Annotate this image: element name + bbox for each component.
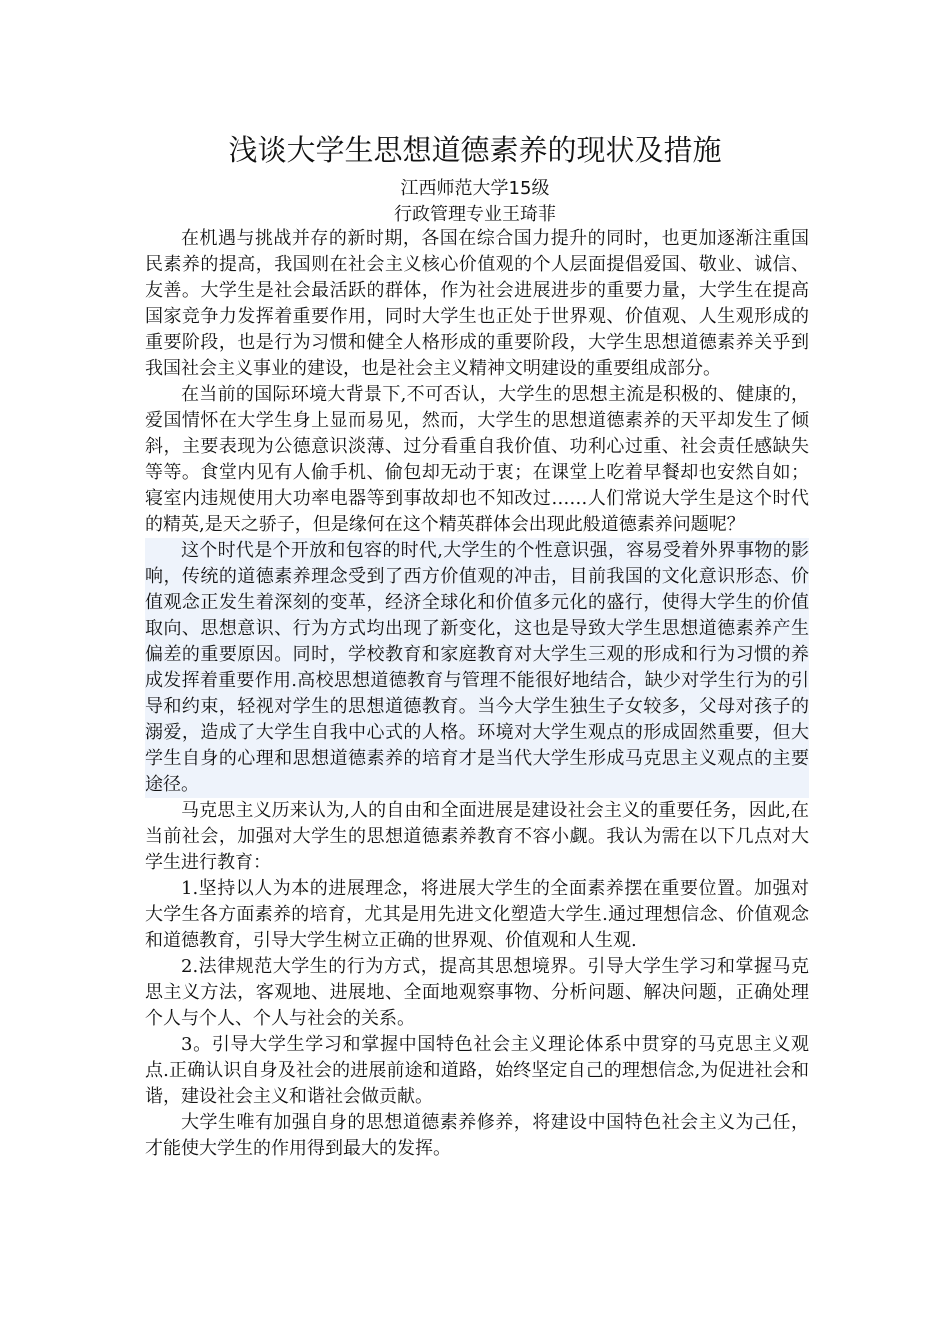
paragraph-intro: 在机遇与挑战并存的新时期，各国在综合国力提升的同时，也更加逐渐注重国民素养的提高，我国则在社会主义核心价值观的个人层面提倡爱国、敬业、诚信、友善。大学生是社会最活跃的群体，作为社会进展进步的重要力量，大学生在提高国家竞争力发挥着重要作用，同时大学生也正处于世界观、价值观、人生观形成的重要阶段，也是行为习惯和健全人格形成的重要阶段，大学生思想道德素养关乎到我国社会主义事业的建设，也是社会主义精神文明建设的重要组成部分。 [145,228,809,379]
author-line: 行政管理专业王琦菲 [394,204,556,225]
document-title: 浅谈大学生思想道德素养的现状及措施 [228,133,722,167]
paragraph-conclusion: 大学生唯有加强自身的思想道德素养修养，将建设中国特色社会主义为己任，才能使大学生的作用得到最大的发挥。 [145,1112,809,1159]
paragraph-measure-3: 3。引导大学生学习和掌握中国特色社会主义理论体系中贯穿的马克思主义观点.正确认识自身及社会的进展前途和道路，始终坚定自己的理想信念,为促进社会和谐，建设社会主义和谐社会做贡献。 [145,1034,809,1107]
paragraph-current-state: 在当前的国际环境大背景下,不可否认，大学生的思想主流是积极的、健康的，爱国情怀在大学生身上显而易见，然而，大学生的思想道德素养的天平却发生了倾斜，主要表现为公德意识淡薄、过分看重自我价值、功利心过重、社会责任感缺失等等。食堂内见有人偷手机、偷包却无动于衷；在课堂上吃着早餐却也安然自如；寝室内违规使用大功率电器等到事故却也不知改过……人们常说大学生是这个时代的精英,是天之骄子，但是缘何在这个精英群体会出现此般道德素养问题呢？ [145,384,809,535]
document-body [145,226,809,1162]
paragraph-measure-1: 1.坚持以人为本的进展理念，将进展大学生的全面素养摆在重要位置。加强对大学生各方面素养的培育，尤其是用先进文化塑造大学生.通过理想信念、价值观念和道德教育，引导大学生树立正确的世界观、价值观和人生观. [145,878,809,951]
paragraph-measures-intro: 马克思主义历来认为,人的自由和全面进展是建设社会主义的重要任务，因此,在当前社会，加强对大学生的思想道德素养教育不容小觑。我认为需在以下几点对大学生进行教育： [145,800,809,873]
paragraph-causes: 这个时代是个开放和包容的时代,大学生的个性意识强，容易受着外界事物的影响，传统的道德素养理念受到了西方价值观的冲击，目前我国的文化意识形态、价值观念正发生着深刻的变革，经济全球化和价值多元化的盛行，使得大学生的价值取向、思想意识、行为方式均出现了新变化，这也是导致大学生思想道德素养产生偏差的重要原因。同时，学校教育和家庭教育对大学生三观的形成和行为习惯的养成发挥着重要作用.高校思想道德教育与管理不能很好地结合，缺少对学生行为的引导和约束，轻视对学生的思想道德教育。当今大学生独生子女较多，父母对孩子的溺爱，造成了大学生自我中心式的人格。环境对大学生观点的形成固然重要，但大学生自身的心理和思想道德素养的培育才是当代大学生形成马克思主义观点的主要途径。 [145,538,809,798]
paragraph-measure-2: 2.法律规范大学生的行为方式，提高其思想境界。引导大学生学习和掌握马克思主义方法，客观地、进展地、全面地观察事物、分析问题、解决问题，正确处理个人与个人、个人与社会的关系。 [145,956,809,1029]
school-line: 江西师范大学15级 [400,178,550,199]
